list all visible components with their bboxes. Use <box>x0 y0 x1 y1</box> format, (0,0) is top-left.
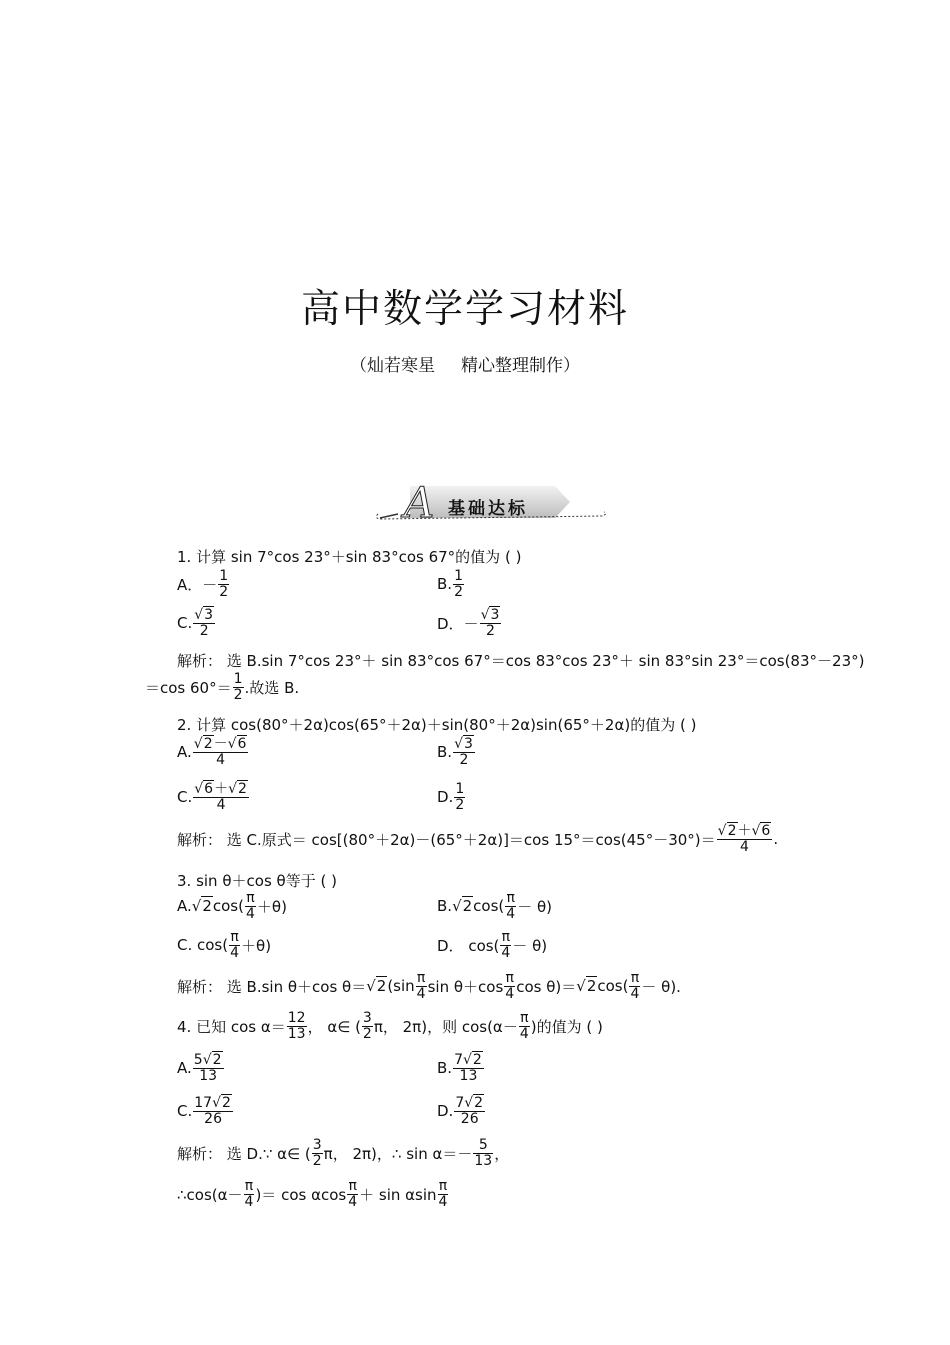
question-4-option-b: B. $\frac{7√2}{13}$ <box>437 1052 482 1084</box>
subtitle-left: （灿若寒星 <box>350 356 435 376</box>
question-4-solution: 解析： 选 D.∵ α∈ ( $\frac{3}{2}$ π， 2π)，∴ sin α＝－ $\frac{5}{13}$ ， <box>177 1137 510 1169</box>
question-4-option-d: D. $\frac{7√2}{26}$ <box>437 1095 484 1127</box>
question-1-solution-cont: ＝cos 60°＝ $\frac{1}{2}$ .故选 B. <box>145 671 300 703</box>
section-banner <box>370 474 610 532</box>
subtitle-right: 精心整理制作） <box>461 356 580 376</box>
question-1-option-c: C. $\frac{√3}{2}$ <box>177 607 214 639</box>
question-2-stem: 2. 计算 cos(80°＋2α)cos(65°＋2α)＋sin(80°＋2α)sin(65°＋2α)的值为 ( ) <box>177 716 697 734</box>
question-3-option-c: C. cos( $\frac{\pi}{4}$ ＋θ) <box>177 929 272 961</box>
question-2-option-a: A. $\frac{√2-√6}{4}$ <box>177 736 247 768</box>
question-1-stem: 1. 计算 sin 7°cos 23°＋sin 83°cos 67°的值为 ( ) <box>177 548 522 566</box>
question-2-solution: 解析： 选 C.原式＝ cos[(80°＋2α)－(65°＋2α)]＝cos 15°＝cos(45°－30°)＝ $\frac{√2+√6}{4}$ . <box>177 823 779 855</box>
question-4-option-a: A. $\frac{5√2}{13}$ <box>177 1052 222 1084</box>
question-4-option-c: C. $\frac{17√2}{26}$ <box>177 1095 231 1127</box>
page-subtitle <box>0 358 930 375</box>
question-1-option-d: D．－ $\frac{√3}{2}$ <box>437 607 500 639</box>
question-3-solution: 解析： 选 B.sin θ＋cos θ＝ √2 (sin $\frac{\pi}{4}$ sin θ＋cos $\frac{\pi}{4}$ cos θ)＝ √2 cos( $\frac{\pi}{4}$ － θ). <box>177 970 681 1002</box>
question-3-stem: 3. sin θ＋cos θ等于 ( ) <box>177 872 337 890</box>
page-title: 高中数学学习材料 <box>300 287 629 332</box>
question-3-option-d: D． cos( $\frac{\pi}{4}$ － θ) <box>437 929 548 961</box>
question-4-stem: 4. 已知 cos α＝ $\frac{12}{13}$ ， α∈ ( $\frac{3}{2}$ π， 2π)，则 cos(α－ $\frac{\pi}{4}$ )的值为 ( ) <box>177 1010 603 1042</box>
question-4-solution-cont: ∴cos(α－ $\frac{\pi}{4}$ )＝ cos αcos $\frac{\pi}{4}$ ＋ sin αsin $\frac{\pi}{4}$ <box>177 1178 448 1210</box>
question-3-option-b: B. √2 cos( $\frac{\pi}{4}$ － θ) <box>437 890 552 922</box>
banner-label: 基础达标 <box>448 499 528 519</box>
banner-letter: A <box>404 478 435 527</box>
question-2-option-b: B. $\frac{√3}{2}$ <box>437 736 473 768</box>
question-2-option-d: D. $\frac{1}{2}$ <box>437 781 465 813</box>
question-1-option-a: A．－ $\frac{1}{2}$ <box>177 568 229 600</box>
question-1-option-b: B. $\frac{1}{2}$ <box>437 568 463 600</box>
question-1-solution: 解析： 选 B.sin 7°cos 23°＋ sin 83°cos 67°＝cos 83°cos 23°＋ sin 83°sin 23°＝cos(83°－23°) <box>177 652 865 670</box>
question-2-option-c: C. $\frac{√6+√2}{4}$ <box>177 781 247 813</box>
question-3-option-a: A. √2 cos( $\frac{\pi}{4}$ ＋θ) <box>177 890 287 922</box>
